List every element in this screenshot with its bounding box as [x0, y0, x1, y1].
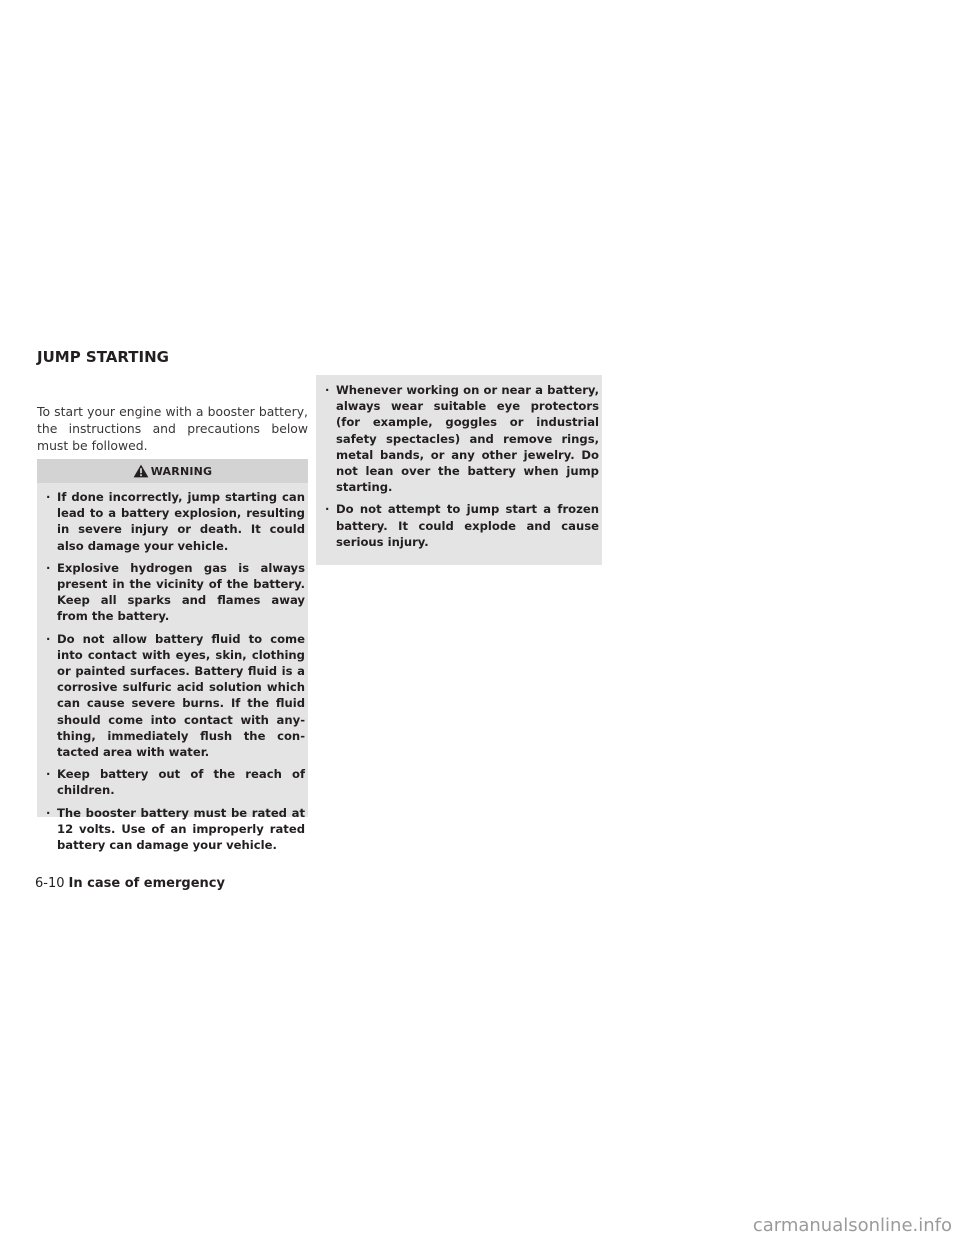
warning-box-left [37, 483, 308, 853]
bullet: · [46, 631, 51, 646]
chapter-title: In case of emergency [68, 876, 225, 891]
bullet: · [325, 502, 330, 517]
bullet: · [46, 767, 51, 782]
bullet: · [46, 560, 51, 575]
warning-item: · Whenever working on or near a battery, always wear suitable eye protectors (for example, goggles or industrial safety spectacles) and remove rings, metal bands, or any other jewelry. Do not lean over the battery when jump starting. [325, 383, 599, 495]
warning-header [37, 459, 308, 483]
warning-label: WARNING [150, 464, 213, 478]
page-footer [35, 876, 225, 891]
page-number: 6-10 [35, 876, 65, 891]
bullet: · [46, 490, 51, 504]
warning-list-left [37, 483, 308, 853]
warning-item: · Keep battery out of the reach of children. [46, 767, 305, 798]
warning-item: · Explosive hydrogen gas is always present in the vicinity of the battery. Keep all sparks and flames away from the battery. [46, 560, 305, 624]
warning-triangle-icon [133, 464, 149, 478]
intro-paragraph: To start your engine with a booster battery, the instructions and precautions below must be followed. [37, 404, 308, 453]
bullet: · [325, 383, 330, 397]
warning-box-right [316, 375, 602, 565]
warning-item: · If done incorrectly, jump starting can lead to a battery explosion, resulting in severe injury or death. It could also damage your vehicle. [46, 490, 305, 553]
warning-list-right [316, 375, 602, 550]
section-title: JUMP STARTING [37, 348, 169, 366]
watermark: carmanualsonline.info [752, 1215, 952, 1236]
warning-item: · Do not allow battery fluid to come into contact with eyes, skin, clothing or painted surfaces. Battery fluid is a corrosive sulfuric acid solution which can cause severe burns. If the fluid should come into contact with anything, immediately flush the contacted area with water. [46, 631, 305, 760]
warning-item: · The booster battery must be rated at 12 volts. Use of an improperly rated battery can damage your vehicle. [46, 805, 305, 853]
warning-item: · Do not attempt to jump start a frozen battery. It could explode and cause serious injury. [325, 502, 599, 549]
bullet: · [46, 805, 51, 820]
